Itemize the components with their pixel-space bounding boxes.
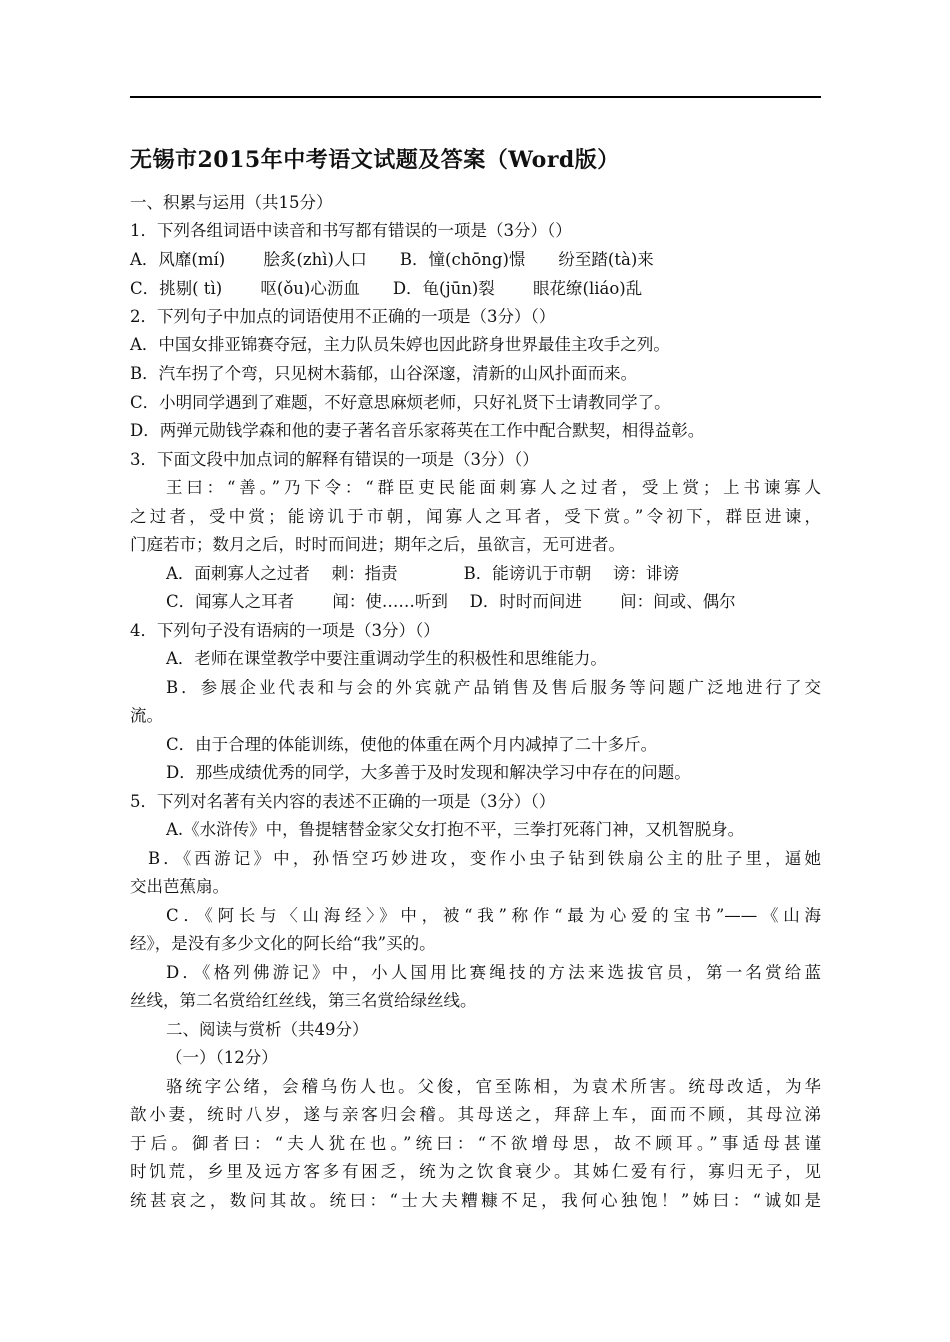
reading-passage-line: 统甚哀之，数问其故。统曰：“士大夫糟糠不足，我何心独饱！”姊曰：“诚如是 [130,1191,821,1210]
q3-option-ab: A．面刺寡人之过者 刺：指责 B．能谤讥于市朝 谤：诽谤 [166,564,680,583]
q1-option-ab: A．风靡(mí) 脍炙(zhì)人口 B．憧(chōng)憬 纷至踏(tà)来 [130,250,654,269]
q1-option-cd: C．挑剔( tì) 呕(ǒu)心沥血 D．龟(jūn)裂 眼花缭(liáo)乱 [130,279,643,298]
q5-option-d-cont: 丝线，第二名赏给红丝线，第三名赏给绿丝线。 [130,991,477,1010]
passage-line: 王曰：“善。”乃下令：“群臣吏民能面刺寡人之过者，受上赏；上书谏寡人 [166,478,821,497]
passage-line: 之过者，受中赏；能谤讥于市朝，闻寡人之耳者，受下赏。”令初下，群臣进谏， [130,507,821,526]
q5-option-b: B．《西游记》中，孙悟空巧妙进攻，变作小虫子钻到铁扇公主的肚子里，逼她 [148,849,821,868]
reading-passage-line: 时饥荒，乡里及远方客多有困乏，统为之饮食衰少。其姊仁爱有行，寡归无子，见 [130,1162,821,1181]
q5-option-a: A.《水浒传》中，鲁提辖替金家父女打抱不平，三拳打死蒋门神，又机智脱身。 [166,820,745,839]
page-title: 无锡市2015年中考语文试题及答案（Word版） [130,147,620,173]
q5-option-c-cont: 经》，是没有多少文化的阿长给“我”买的。 [130,934,436,953]
q4-option-a: A．老师在课堂教学中要注重调动学生的积极性和思维能力。 [166,649,607,668]
q2-option-c: C．小明同学遇到了难题，不好意思麻烦老师，只好礼贤下士请教同学了。 [130,393,671,412]
q4-option-d: D．那些成绩优秀的同学，大多善于及时发现和解决学习中存在的问题。 [166,763,691,782]
subsection-heading: （一）（12分） [166,1048,278,1067]
q3-option-cd: C．闻寡人之耳者 闻：使……听到 D．时时而间进 间：间或、偶尔 [166,592,736,611]
reading-passage-line: 骆统字公绪，会稽乌伤人也。父俊，官至陈相，为袁术所害。统母改适，为华 [166,1077,821,1096]
reading-passage-line: 歆小妻，统时八岁，遂与亲客归会稽。其母送之，拜辞上车，面而不顾，其母泣涕 [130,1105,821,1124]
top-rule [130,96,821,98]
question-1: 1．下列各组词语中读音和书写都有错误的一项是（3分）（） [130,221,572,240]
q2-option-b: B．汽车拐了个弯，只见树木蓊郁，山谷深邃，清新的山风扑面而来。 [130,364,638,383]
question-5: 5．下列对名著有关内容的表述不正确的一项是（3分）（） [130,792,556,811]
q5-option-b-cont: 交出芭蕉扇。 [130,877,229,896]
passage-line: 门庭若市；数月之后，时时而间进；期年之后，虽欲言，无可进者。 [130,535,625,554]
q4-option-c: C．由于合理的体能训练，使他的体重在两个月内减掉了二十多斤。 [166,735,658,754]
question-3: 3．下面文段中加点词的解释有错误的一项是（3分）（） [130,450,539,469]
question-2: 2．下列句子中加点的词语使用不正确的一项是（3分）（） [130,307,556,326]
q2-option-d: D．两弹元勋钱学森和他的妻子著名音乐家蒋英在工作中配合默契，相得益彰。 [130,421,705,440]
question-4: 4．下列句子没有语病的一项是（3分）（） [130,621,440,640]
q5-option-c: C．《阿长与〈山海经〉》中，被“我”称作“最为心爱的宝书”——《山海 [166,906,821,925]
q4-option-b: B．参展企业代表和与会的外宾就产品销售及售后服务等问题广泛地进行了交 [166,678,821,697]
q4-option-b-cont: 流。 [130,706,163,725]
q5-option-d: D．《格列佛游记》中，小人国用比赛绳技的方法来选拔官员，第一名赏给蓝 [166,963,821,982]
section-heading: 一、积累与运用（共15分） [130,193,333,212]
q2-option-a: A．中国女排亚锦赛夺冠，主力队员朱婷也因此跻身世界最佳主攻手之列。 [130,335,670,354]
reading-passage-line: 于后。御者曰：“夫人犹在也。”统曰：“不欲增母思，故不顾耳。”事适母甚谨 [130,1134,821,1153]
section-heading: 二、阅读与赏析（共49分） [166,1020,369,1039]
